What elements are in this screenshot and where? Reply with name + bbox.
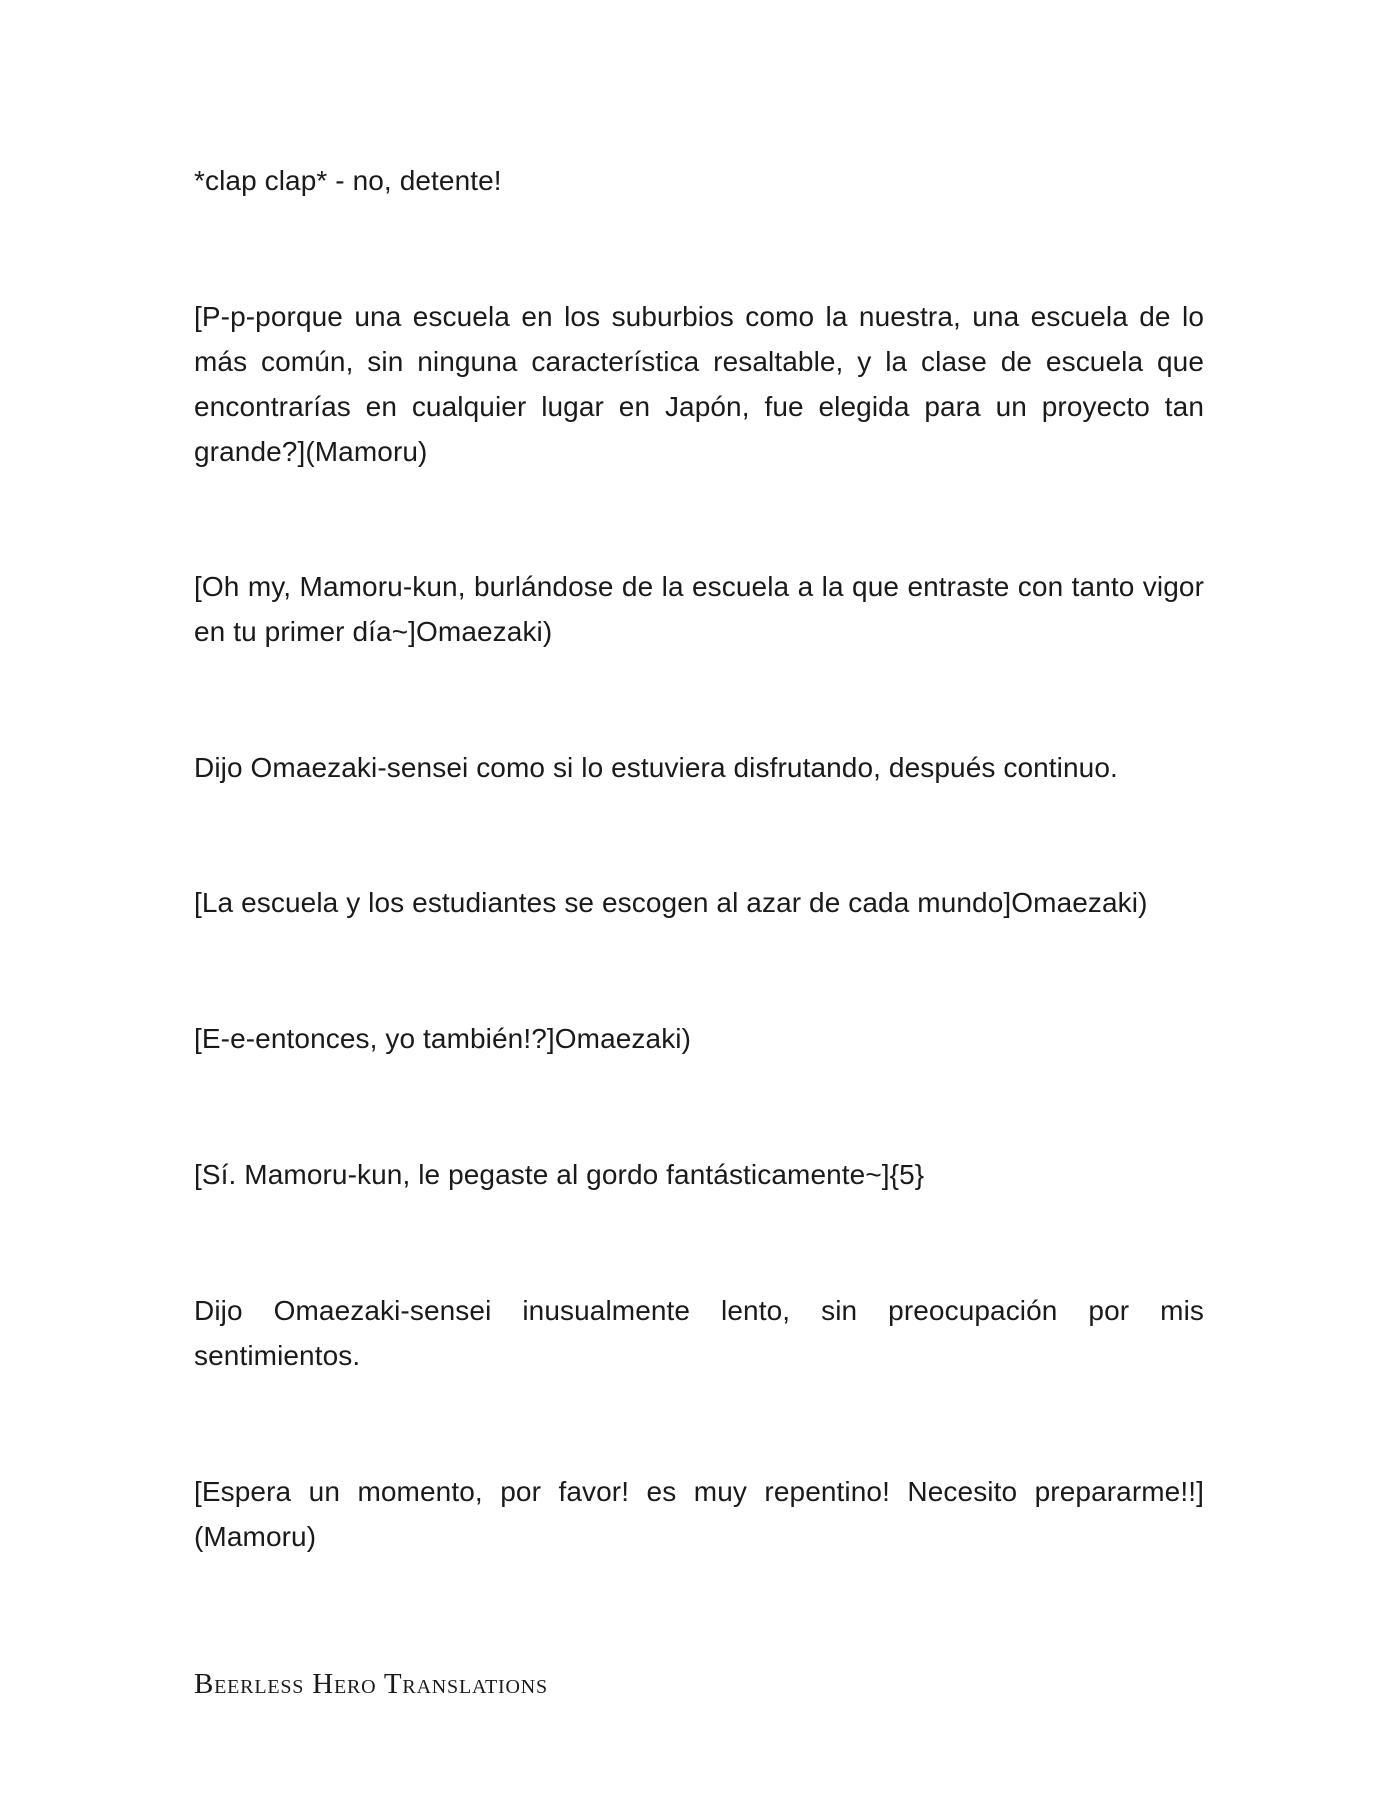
paragraph-narration-continuo: Dijo Omaezaki-sensei como si lo estuviera disfrutando, después continuo. xyxy=(194,752,1118,783)
paragraph-random-selection: [La escuela y los estudiantes se escogen al azar de cada mundo]Omaezaki) xyxy=(194,887,1148,918)
paragraph-yo-tambien: [E-e-entonces, yo también!?]Omaezaki) xyxy=(194,1023,692,1054)
paragraph-omaezaki-teasing: [Oh my, Mamoru-kun, burlándose de la escuela a la que entraste con tanto vigor en tu primer día~]Omaezaki) xyxy=(194,571,1204,647)
paragraph-gordo: [Sí. Mamoru-kun, le pegaste al gordo fantásticamente~]{5} xyxy=(194,1159,925,1190)
paragraph-clap: *clap clap* - no, detente! xyxy=(194,165,502,196)
paragraph-narration-lento: Dijo Omaezaki-sensei inusualmente lento, sin preocupación por mis sentimientos. xyxy=(194,1295,1204,1371)
paragraph-mamoru-question: [P-p-porque una escuela en los suburbios como la nuestra, una escuela de lo más común, sin ninguna característica resaltable, y la clase de escuela que encontrarías en cualquier lugar en Japón, fue elegida para un proyecto tan grande?](Mamoru) xyxy=(194,301,1204,467)
footer-credit: Beerless Hero Translations xyxy=(194,1668,548,1700)
paragraph-espera: [Espera un momento, por favor! es muy repentino! Necesito prepararme!!](Mamoru) xyxy=(194,1476,1204,1552)
